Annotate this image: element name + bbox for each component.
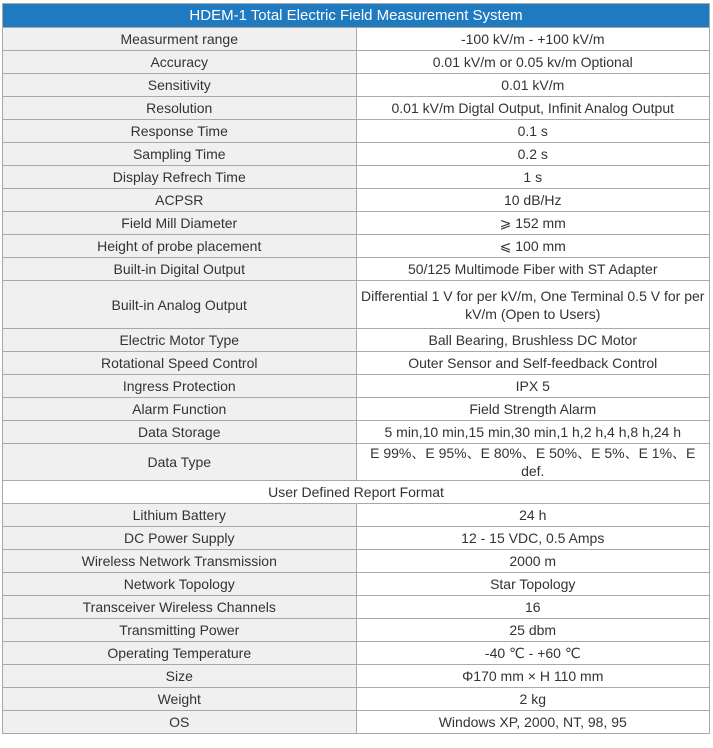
spec-label: Data Type (3, 444, 357, 481)
spec-label: Operating Temperature (3, 642, 357, 665)
spec-row (3, 619, 710, 642)
spec-label: Built-in Digital Output (3, 258, 357, 281)
spec-row (3, 120, 710, 143)
spec-value: Ball Bearing, Brushless DC Motor (356, 329, 710, 352)
section-row (3, 481, 710, 504)
spec-row (3, 665, 710, 688)
spec-value: 0.01 kV/m (356, 74, 710, 97)
table-title: HDEM-1 Total Electric Field Measurement System (3, 4, 710, 28)
spec-label: Display Refrech Time (3, 166, 357, 189)
spec-value: 0.2 s (356, 143, 710, 166)
spec-row (3, 398, 710, 421)
spec-value: IPX 5 (356, 375, 710, 398)
spec-row (3, 329, 710, 352)
spec-row (3, 421, 710, 444)
spec-label: Sensitivity (3, 74, 357, 97)
spec-row (3, 166, 710, 189)
spec-label: Data Storage (3, 421, 357, 444)
spec-value: Field Strength Alarm (356, 398, 710, 421)
spec-row (3, 596, 710, 619)
spec-label: Response Time (3, 120, 357, 143)
spec-label: Resolution (3, 97, 357, 120)
spec-label: Measurment range (3, 28, 357, 51)
spec-row (3, 504, 710, 527)
spec-value: 1 s (356, 166, 710, 189)
spec-value: 10 dB/Hz (356, 189, 710, 212)
spec-value: -40 ℃ - +60 ℃ (356, 642, 710, 665)
spec-label: Electric Motor Type (3, 329, 357, 352)
spec-label: Built-in Analog Output (3, 281, 357, 329)
spec-row (3, 527, 710, 550)
spec-value: E 99%、E 95%、E 80%、E 50%、E 5%、E 1%、E def. (356, 444, 710, 481)
spec-row (3, 235, 710, 258)
spec-value: ⩽ 100 mm (356, 235, 710, 258)
spec-label: ACPSR (3, 189, 357, 212)
spec-row (3, 375, 710, 398)
spec-label: Transmitting Power (3, 619, 357, 642)
spec-row (3, 28, 710, 51)
spec-row (3, 281, 710, 329)
spec-label: Network Topology (3, 573, 357, 596)
spec-table-body (3, 4, 710, 734)
spec-label: Field Mill Diameter (3, 212, 357, 235)
spec-row (3, 143, 710, 166)
spec-value: 2000 m (356, 550, 710, 573)
spec-label: Size (3, 665, 357, 688)
spec-value: Windows XP, 2000, NT, 98, 95 (356, 711, 710, 734)
spec-row (3, 688, 710, 711)
title-row (3, 4, 710, 28)
section-heading: User Defined Report Format (3, 481, 710, 504)
spec-label: Sampling Time (3, 143, 357, 166)
spec-value: Outer Sensor and Self-feedback Control (356, 352, 710, 375)
spec-value: 24 h (356, 504, 710, 527)
spec-row (3, 97, 710, 120)
spec-label: Wireless Network Transmission (3, 550, 357, 573)
spec-row (3, 51, 710, 74)
spec-value: ⩾ 152 mm (356, 212, 710, 235)
spec-label: DC Power Supply (3, 527, 357, 550)
spec-label: OS (3, 711, 357, 734)
spec-row (3, 212, 710, 235)
spec-row (3, 444, 710, 481)
spec-value: 50/125 Multimode Fiber with ST Adapter (356, 258, 710, 281)
spec-value: 0.01 kV/m Digtal Output, Infinit Analog Output (356, 97, 710, 120)
spec-value: 0.01 kV/m or 0.05 kv/m Optional (356, 51, 710, 74)
spec-row (3, 189, 710, 212)
spec-label: Transceiver Wireless Channels (3, 596, 357, 619)
spec-label: Rotational Speed Control (3, 352, 357, 375)
spec-value: Φ170 mm × H 110 mm (356, 665, 710, 688)
spec-value: Star Topology (356, 573, 710, 596)
spec-row (3, 573, 710, 596)
spec-label: Alarm Function (3, 398, 357, 421)
spec-label: Accuracy (3, 51, 357, 74)
spec-row (3, 74, 710, 97)
spec-row (3, 258, 710, 281)
spec-label: Ingress Protection (3, 375, 357, 398)
spec-value: -100 kV/m - +100 kV/m (356, 28, 710, 51)
spec-row (3, 352, 710, 375)
spec-value: 5 min,10 min,15 min,30 min,1 h,2 h,4 h,8 h,24 h (356, 421, 710, 444)
spec-label: Weight (3, 688, 357, 711)
spec-value: 16 (356, 596, 710, 619)
spec-value: 0.1 s (356, 120, 710, 143)
spec-value: 2 kg (356, 688, 710, 711)
spec-value: Differential 1 V for per kV/m, One Terminal 0.5 V for per kV/m (Open to Users) (356, 281, 710, 329)
spec-row (3, 550, 710, 573)
spec-value: 25 dbm (356, 619, 710, 642)
spec-label: Height of probe placement (3, 235, 357, 258)
spec-row (3, 711, 710, 734)
spec-table (2, 3, 710, 734)
spec-row (3, 642, 710, 665)
spec-value: 12 - 15 VDC, 0.5 Amps (356, 527, 710, 550)
spec-label: Lithium Battery (3, 504, 357, 527)
